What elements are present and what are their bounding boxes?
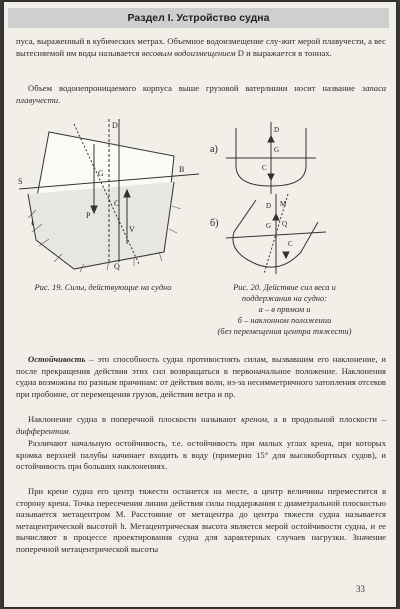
section-title: Раздел I. Устройство судна: [127, 12, 270, 24]
fig19-label-C: C: [114, 199, 120, 208]
fig20a-label-D: D: [274, 126, 280, 134]
term-trim: дифферентом: [16, 425, 69, 436]
fig19-label-B: B: [179, 165, 185, 174]
figure-20-caption: Рис. 20. Действие сил веса и поддержания на судно: а – в прямом и б – наклонном положении (без перемещения центра тяжести): [217, 282, 352, 336]
fig20a-label-G: G: [274, 146, 280, 154]
term-reserve-buoyancy: запаса плавучести: [16, 83, 386, 105]
fig20-label-b: б): [210, 218, 219, 229]
fig20b-label-D: D: [266, 202, 272, 210]
term-weight-displacement: весовым водоизмещением: [141, 47, 236, 58]
fig20b-label-G: G: [266, 222, 272, 230]
page-number: 33: [356, 584, 365, 594]
fig20b-label-C: C: [288, 240, 293, 248]
fig20a-label-C: C: [262, 164, 267, 172]
figure-19-caption: Рис. 19. Силы, действующие на судно: [34, 282, 172, 292]
figure-20-heeled-diagram: [226, 192, 326, 276]
book-page: [4, 2, 396, 607]
term-stability: Остойчивость: [28, 354, 86, 364]
fig19-label-S: S: [18, 177, 23, 186]
fig19-label-D: D: [112, 121, 118, 130]
figure-20-upright-diagram: [226, 118, 316, 198]
fig19-label-Q: Q: [114, 262, 120, 271]
intro-paragraph-1: пуса, выраженный в кубических метрах. Объемное водоизмещение слу-жит мерой плавучести, а вес вытесняемой им воды называется весовым водоизмещением D и выражается в тоннах.: [16, 36, 386, 58]
intro-paragraph-2: Объем водонепроницаемого корпуса выше грузовой ватерлинии носит название запаса плавучести.: [16, 83, 386, 105]
fig19-label-P: P: [86, 211, 91, 220]
section-header: [8, 8, 389, 28]
metacenter-paragraph: При крене судна его центр тяжести останется на месте, а центр величины переместится в сторону крена. Точка пересечения линии действия силы поддержания с диаметральной плоскостью называется метацентром M. Расстояние от метацентра до центра тяжести судна называется метацентрической высотой h. Метацентрическая высота является мерой остойчивости судна, и ее вычисляют в процессе проектирования судна для характерных случаев нагрузки. Значение поперечной метацентрической высоты: [16, 486, 386, 554]
fig19-label-V: V: [129, 225, 135, 234]
fig20b-label-M: M: [280, 200, 287, 208]
initial-stability-paragraph: Различают начальную остойчивость, т.е. остойчивость при малых углах крена, при которых кромка верхней палубы начинает входить в воду (примерно 15° для высокобортных судов), и остойчивость при больших наклонениях.: [16, 438, 386, 472]
fig20-label-a: а): [210, 144, 218, 155]
term-heel: креном: [241, 414, 268, 424]
fig20b-label-Q: Q: [282, 220, 288, 228]
figure-19-forces-diagram: [14, 114, 204, 274]
heel-trim-paragraph: Наклонение судна в поперечной плоскости называют креном, а в продольной плоскости – дифферентом.: [16, 414, 386, 436]
fig19-label-G: G: [98, 169, 104, 178]
stability-definition-paragraph: Остойчивость – это способность судна противостоять силам, вызвавшим его наклонение, и после прекращения действия этих сил возвращаться в первоначальное положение. Наклонения судна возможны по разным причинам: от действия волн, из-за несимметричного затопления отсеков при пробоине, от перемещения грузов, действия ветра и пр.: [16, 354, 386, 399]
